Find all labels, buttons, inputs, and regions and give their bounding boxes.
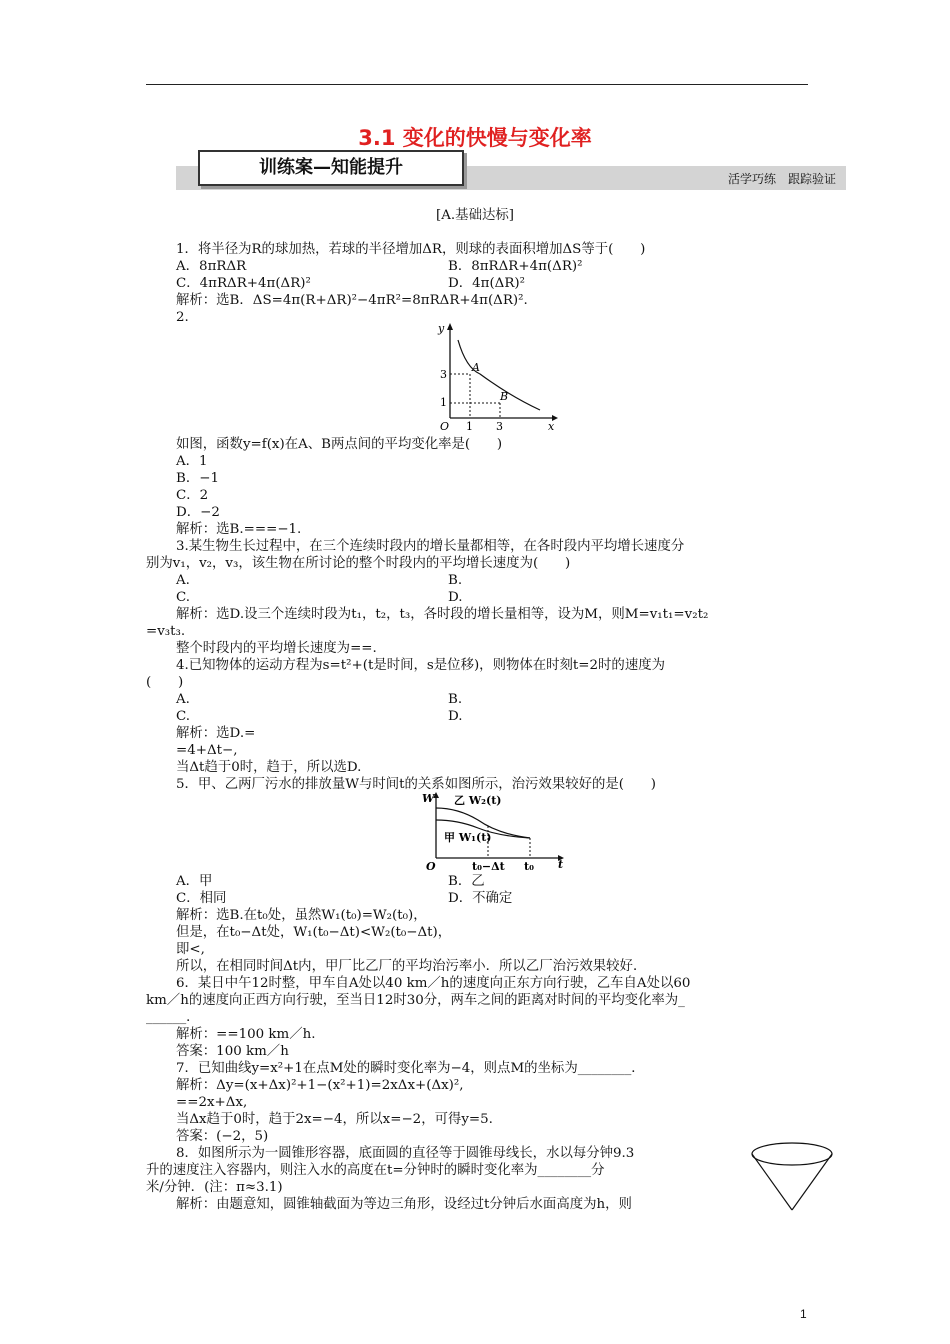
q4-option-c: C. (176, 709, 191, 724)
q1-solution: 解析：选B．ΔS=4π(R+ΔR)²−4πR²=8πRΔR+4π(ΔR)². (176, 293, 528, 308)
q5-solution-1: 解析：选B.在t₀处，虽然W₁(t₀)=W₂(t₀)， (176, 908, 427, 923)
q2-stem: 如图，函数y=f(x)在A、B两点间的平均变化率是( ) (176, 437, 503, 452)
q4-stem-1: 4.已知物体的运动方程为s=t²+(t是时间，s是位移)，则物体在时刻t=2时的速度为 (176, 658, 665, 673)
q6-stem-2: km／h的速度向正西方向行驶，至当日12时30分，两车之间的距离对时间的平均变化率为_ (146, 993, 685, 1008)
x-tick-1: 1 (466, 420, 473, 433)
x-axis-label: x (548, 420, 555, 433)
q5-option-a: A．甲 (176, 874, 213, 889)
q6-stem-1: 6．某日中午12时整，甲车自A处以40 km／h的速度向正东方向行驶，乙车自A处以60 (176, 976, 691, 991)
tick-t0: t₀ (524, 860, 534, 873)
banner-slogan: 活学巧练 跟踪验证 (727, 172, 836, 186)
q3-solution-2: =v₃t₃. (146, 624, 186, 639)
q2-option-a: A．1 (176, 454, 208, 469)
q1-option-d: D．4π(ΔR)² (448, 276, 526, 291)
y-axis-label: W (422, 792, 435, 805)
banner-label: 训练案—知能提升 (198, 150, 464, 186)
q4-option-d: D. (448, 709, 463, 724)
q3-option-b: B. (448, 573, 463, 588)
q3-solution-3: 整个时段内的平均增长速度为==. (176, 641, 377, 656)
q6-stem-3: ______． (146, 1010, 200, 1025)
q4-stem-2: ( ) (146, 675, 184, 690)
cone-figure (748, 1140, 838, 1216)
q2-solution: 解析：选B.===−1. (176, 522, 302, 537)
page-number: 1 (800, 1307, 807, 1321)
point-b-label: B (500, 390, 509, 403)
q2-number: 2. (176, 310, 189, 325)
q3-solution-1: 解析：选D.设三个连续时段为t₁，t₂，t₃，各时段的增长量相等，设为M，则M=v₁t₁=v₂t₂ (176, 607, 709, 622)
q7-solution-2: ==2x+Δx, (176, 1095, 248, 1110)
q1-stem: 1．将半径为R的球加热，若球的半径增加ΔR，则球的表面积增加ΔS等于( ) (176, 242, 646, 257)
q7-answer: 答案：(−2，5) (176, 1129, 269, 1144)
x-axis-label: t (558, 858, 564, 871)
q3-stem-1: 3.某生物生长过程中，在三个连续时段内的增长量都相等，在各时段内平均增长速度分 (176, 539, 685, 554)
q4-solution-1: 解析：选D.= (176, 726, 256, 741)
q1-option-c: C．4πRΔR+4π(ΔR)² (176, 276, 311, 291)
point-a-label: A (472, 361, 480, 374)
q2-option-b: B．−1 (176, 471, 219, 486)
q3-option-d: D. (448, 590, 463, 605)
q4-option-b: B. (448, 692, 463, 707)
y-tick-3: 3 (440, 368, 447, 381)
header-rule (146, 84, 808, 85)
curve-label-w1: 甲 W₁(t) (444, 831, 492, 844)
tick-t0-minus-dt: t₀−Δt (472, 860, 505, 873)
q2-option-d: D．−2 (176, 505, 220, 520)
origin-label: O (426, 860, 436, 873)
q2-option-c: C．2 (176, 488, 209, 503)
q4-option-a: A. (176, 692, 190, 707)
q8-solution-1: 解析：由题意知，圆锥轴截面为等边三角形，设经过t分钟后水面高度为h，则 (176, 1197, 632, 1212)
q5-option-b: B．乙 (448, 874, 485, 889)
q3-option-c: C. (176, 590, 191, 605)
origin-label: O (440, 420, 450, 433)
q4-solution-2: =4+Δt−, (176, 743, 238, 758)
q5-option-c: C．相同 (176, 891, 227, 906)
q7-solution-1: 解析：Δy=(x+Δx)²+1−(x²+1)=2xΔx+(Δx)², (176, 1078, 464, 1093)
page-title: 3.1 变化的快慢与变化率 (358, 126, 592, 150)
q7-solution-3: 当Δx趋于0时，趋于2x=−4，所以x=−2，可得y=5. (176, 1112, 493, 1127)
y-axis-label: y (438, 322, 445, 335)
q8-stem-3: 米/分钟．(注：π≈3.1) (146, 1180, 283, 1195)
x-tick-3: 3 (496, 420, 503, 433)
curve-label-w2: 乙 W₂(t) (454, 794, 502, 807)
q8-stem-1: 8．如图所示为一圆锥形容器，底面圆的直径等于圆锥母线长，水以每分钟9.3 (176, 1146, 635, 1161)
q5-solution-2: 但是，在t₀−Δt处，W₁(t₀−Δt)<W₂(t₀−Δt)， (176, 925, 452, 940)
q7-stem: 7．已知曲线y=x²+1在点M处的瞬时变化率为−4，则点M的坐标为________． (176, 1061, 645, 1076)
cone-side-left (752, 1154, 792, 1210)
q4-solution-3: 当Δt趋于0时，趋于，所以选D. (176, 760, 362, 775)
cone-base (752, 1143, 832, 1165)
q5-option-d: D．不确定 (448, 891, 513, 906)
q3-stem-2: 别为v₁，v₂，v₃，该生物在所讨论的整个时段内的平均增长速度为( ) (146, 556, 571, 571)
q1-option-b: B．8πRΔR+4π(ΔR)² (448, 259, 583, 274)
q5-solution-4: 所以，在相同时间Δt内，甲厂比乙厂的平均治污率小．所以乙厂治污效果较好． (176, 959, 647, 974)
q5-graph (418, 790, 568, 874)
section-heading: [A.基础达标] (436, 208, 514, 223)
q3-option-a: A. (176, 573, 190, 588)
q6-solution: 解析：==100 km／h. (176, 1027, 316, 1042)
cone-side-right (792, 1154, 832, 1210)
q2-graph (420, 318, 560, 432)
y-tick-1: 1 (440, 396, 447, 409)
q5-solution-3: 即<, (176, 942, 205, 957)
q5-stem: 5．甲、乙两厂污水的排放量W与时间t的关系如图所示，治污效果较好的是( ) (176, 777, 657, 792)
q1-option-a: A．8πRΔR (176, 259, 247, 274)
q8-stem-2: 升的速度注入容器内，则注入水的高度在t=分钟时的瞬时变化率为________分 (146, 1163, 605, 1178)
q6-answer: 答案：100 km／h (176, 1044, 289, 1059)
